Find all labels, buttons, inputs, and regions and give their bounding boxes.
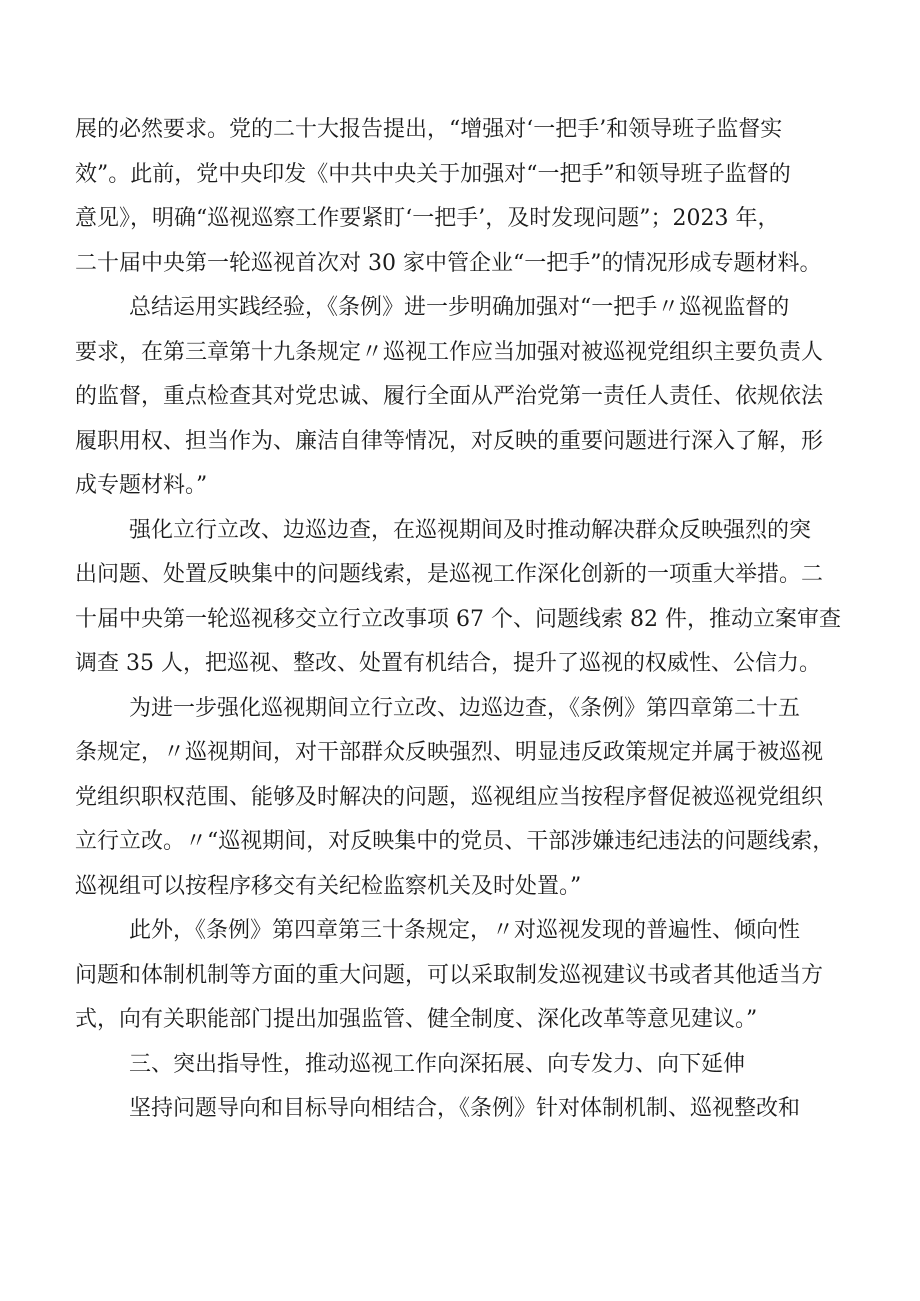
text-line: 要求，在第三章第十九条规定〃巡视工作应当加强对被巡视党组织主要负责人 (75, 339, 824, 365)
text-line: 履职用权、担当作为、廉洁自律等情况，对反映的重要问题进行深入了解，形 (75, 428, 824, 454)
text-line: 三、突出指导性，推动巡视工作向深拓展、向专发力、向下延伸 (129, 1051, 746, 1077)
text-line: 强化立行立改、边巡边查，在巡视期间及时推动解决群众反映强烈的突 (129, 517, 812, 543)
text-line: 坚持问题导向和目标导向相结合，《条例》针对体制机制、巡视整改和 (129, 1096, 801, 1121)
text-line: 条规定，〃巡视期间，对干部群众反映强烈、明显违反政策规定并属于被巡视 (75, 740, 824, 765)
text-line: 成专题材料。” (75, 473, 208, 498)
text-line: 十届中央第一轮巡视移交立行立改事项 67 个、问题线索 82 件，推动立案审查 (75, 606, 841, 632)
text-line: 问题和体制机制等方面的重大问题，可以采取制发巡视建议书或者其他适当方 (75, 962, 824, 988)
text-line: 二十届中央第一轮巡视首次对 30 家中管企业“一把手”的情况形成专题材料。 (75, 250, 822, 276)
text-line: 为进一步强化巡视期间立行立改、边巡边查，《条例》第四章第二十五 (129, 695, 801, 721)
text-line: 立行立改。〃“巡视期间，对反映集中的党员、干部涉嫌违纪违法的问题线索， (75, 829, 835, 854)
text-line: 调查 35 人，把巡视、整改、处置有机结合，提升了巡视的权威性、公信力。 (75, 651, 821, 676)
text-line: 式，向有关职能部门提出加强监管、健全制度、深化改革等意见建议。” (75, 1007, 758, 1032)
text-line: 意见》，明确“巡视巡察工作要紧盯‘一把手’，及时发现问题”；2023 年， (75, 206, 780, 231)
document-body (75, 108, 855, 1132)
text-line: 此外，《条例》第四章第三十条规定，〃对巡视发现的普遍性、倾向性 (129, 918, 801, 943)
text-line: 巡视组可以按程序移交有关纪检监察机关及时处置。” (75, 873, 582, 899)
text-line: 展的必然要求。党的二十大报告提出，“增强对‘一把手’和领导班子监督实 (75, 117, 783, 142)
text-line: 总结运用实践经验，《条例》进一步明确加强对“一把手〃巡视监督的 (129, 295, 790, 320)
text-line: 出问题、处置反映集中的问题线索，是巡视工作深化创新的一项重大举措。二 (75, 562, 824, 587)
text-line: 效”。此前，党中央印发《中共中央关于加强对“一把手”和领导班子监督的 (75, 161, 791, 187)
text-line: 的监督，重点检查其对党忠诚、履行全面从严治党第一责任人责任、依规依法 (75, 384, 824, 409)
text-line: 党组织职权范围、能够及时解决的问题，巡视组应当按程序督促被巡视党组织 (75, 784, 824, 810)
